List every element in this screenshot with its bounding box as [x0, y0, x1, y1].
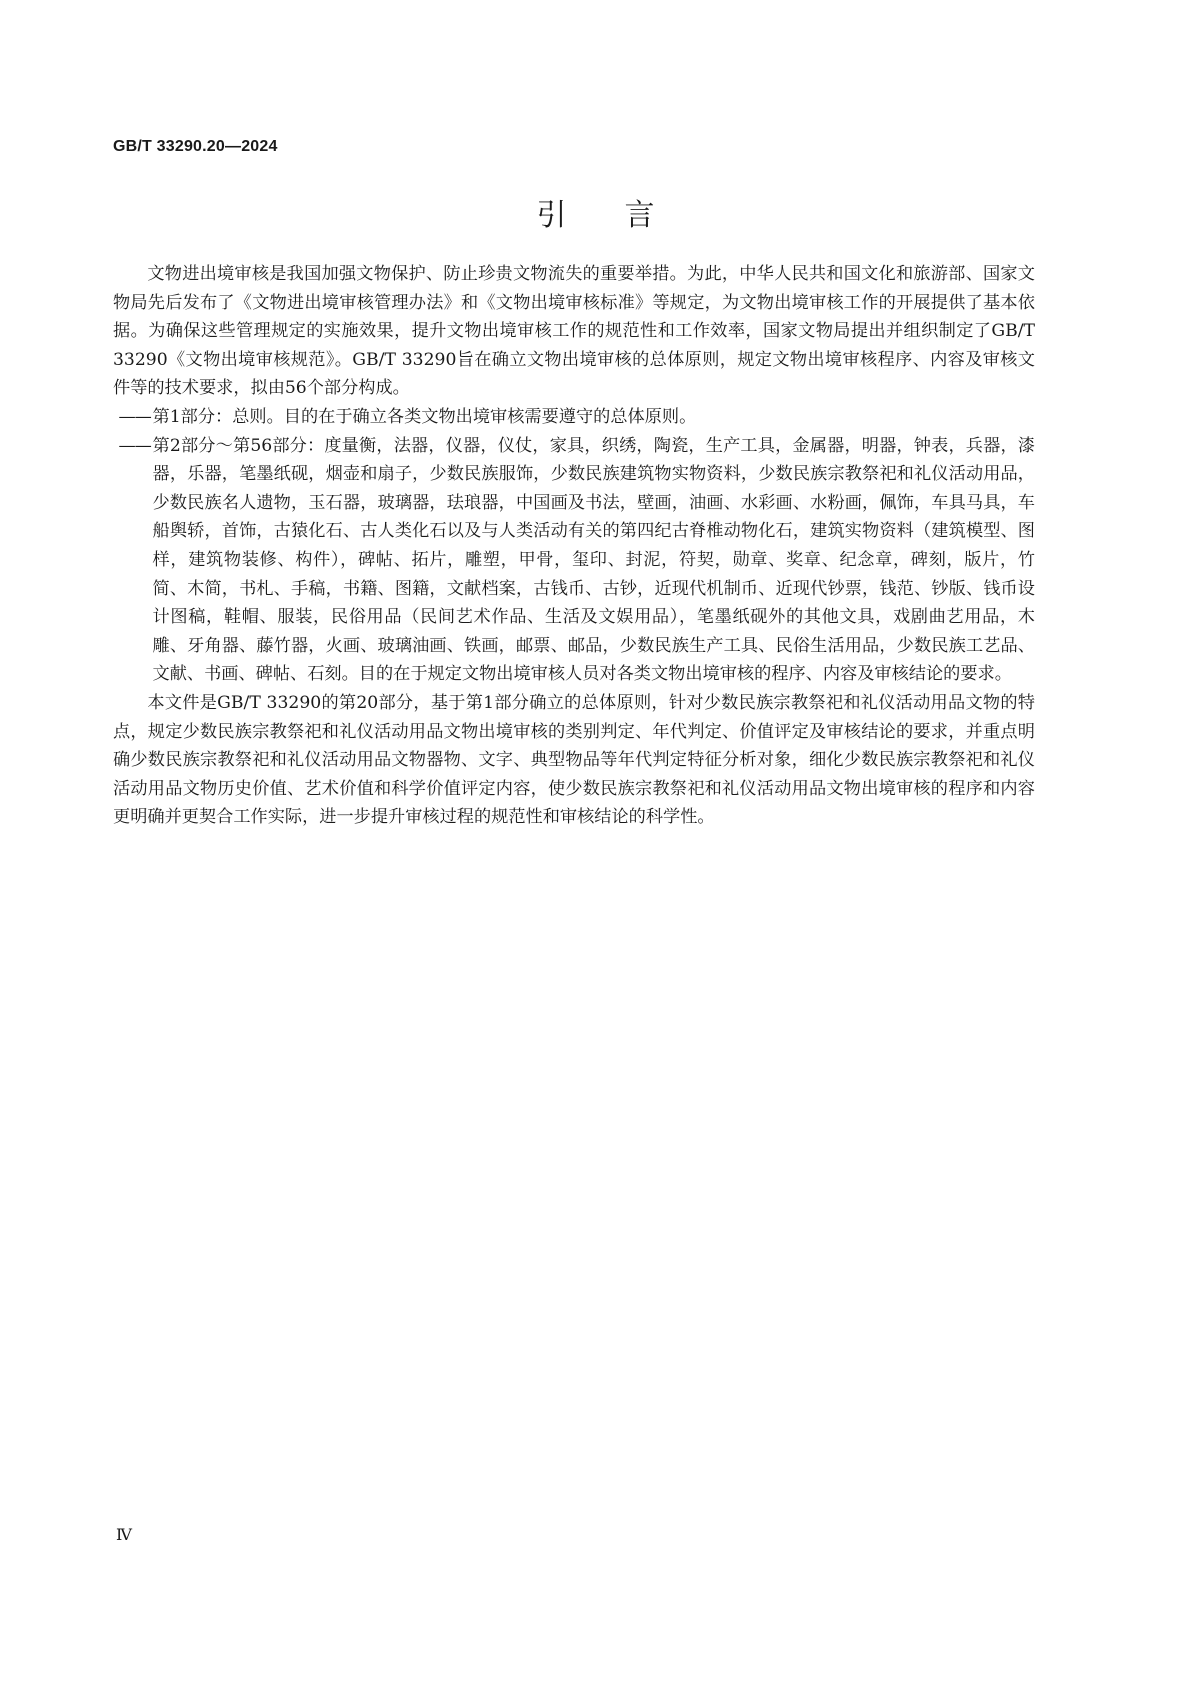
list-item-text: 第1部分：总则。目的在于确立各类文物出境审核需要遵守的总体原则。 [152, 406, 697, 427]
page-title: 引言 [536, 198, 713, 233]
list-dash: —— [118, 406, 151, 427]
list-item-part-1 [113, 403, 1035, 432]
intro-paragraph: 文物进出境审核是我国加强文物保护、防止珍贵文物流失的重要举措。为此，中华人民共和国文化和旅游部、国家文物局先后发布了《文物进出境审核管理办法》和《文物出境审核标准》等规定，为文物出境审核工作的开展提供了基本依据。为确保这些管理规定的实施效果，提升文物出境审核工作的规范性和工作效率，国家文物局提出并组织制定了GB/T 33290《文物出境审核规范》。GB/T 33290旨在确立文物出境审核的总体原则，规定文物出境审核程序、内容及审核文件等的技术要求，拟由56个部分构成。 [113, 264, 1035, 399]
list-item-text: 第2部分～第56部分：度量衡，法器，仪器，仪仗，家具，织绣，陶瓷，生产工具，金属器，明器，钟表，兵器，漆器，乐器，笔墨纸砚，烟壶和扇子，少数民族服饰，少数民族建筑物实物资料，少数民族宗教祭祀和礼仪活动用品，少数民族名人遗物，玉石器，玻璃器，珐琅器，中国画及书法，壁画，油画、水彩画、水粉画，佩饰，车具马具，车船舆轿，首饰，古猿化石、古人类化石以及与人类活动有关的第四纪古脊椎动物化石，建筑实物资料（建筑模型、图样，建筑物装修、构件），碑帖、拓片，雕塑，甲骨，玺印、封泥，符契，勋章、奖章、纪念章，碑刻，版片，竹简、木简，书札、手稿，书籍、图籍，文献档案，古钱币、古钞，近现代机制币、近现代钞票，钱范、钞版、钱币设计图稿，鞋帽、服装，民俗用品（民间艺术作品、生活及文娱用品），笔墨纸砚外的其他文具，戏剧曲艺用品，木雕、牙角器、藤竹器，火画、玻璃油画、铁画，邮票、邮品，少数民族生产工具、民俗生活用品，少数民族工艺品、文献、书画、碑帖、石刻。目的在于规定文物出境审核人员对各类文物出境审核的程序、内容及审核结论的要求。 [152, 435, 1035, 685]
closing-paragraph: 本文件是GB/T 33290的第20部分，基于第1部分确立的总体原则，针对少数民族宗教祭祀和礼仪活动用品文物的特点，规定少数民族宗教祭祀和礼仪活动用品文物出境审核的类别判定、年代判定、价值评定及审核结论的要求，并重点明确少数民族宗教祭祀和礼仪活动用品文物器物、文字、典型物品等年代判定特征分析对象，细化少数民族宗教祭祀和礼仪活动用品文物历史价值、艺术价值和科学价值评定内容，使少数民族宗教祭祀和礼仪活动用品文物出境审核的程序和内容更明确并更契合工作实际，进一步提升审核过程的规范性和审核结论的科学性。 [113, 692, 1035, 828]
list-item-parts-2-56 [113, 432, 1035, 689]
page-number: Ⅳ [116, 1525, 132, 1544]
document-body [113, 260, 1035, 832]
standard-code: GB/T 33290.20—2024 [113, 138, 278, 155]
list-dash: —— [118, 435, 151, 456]
